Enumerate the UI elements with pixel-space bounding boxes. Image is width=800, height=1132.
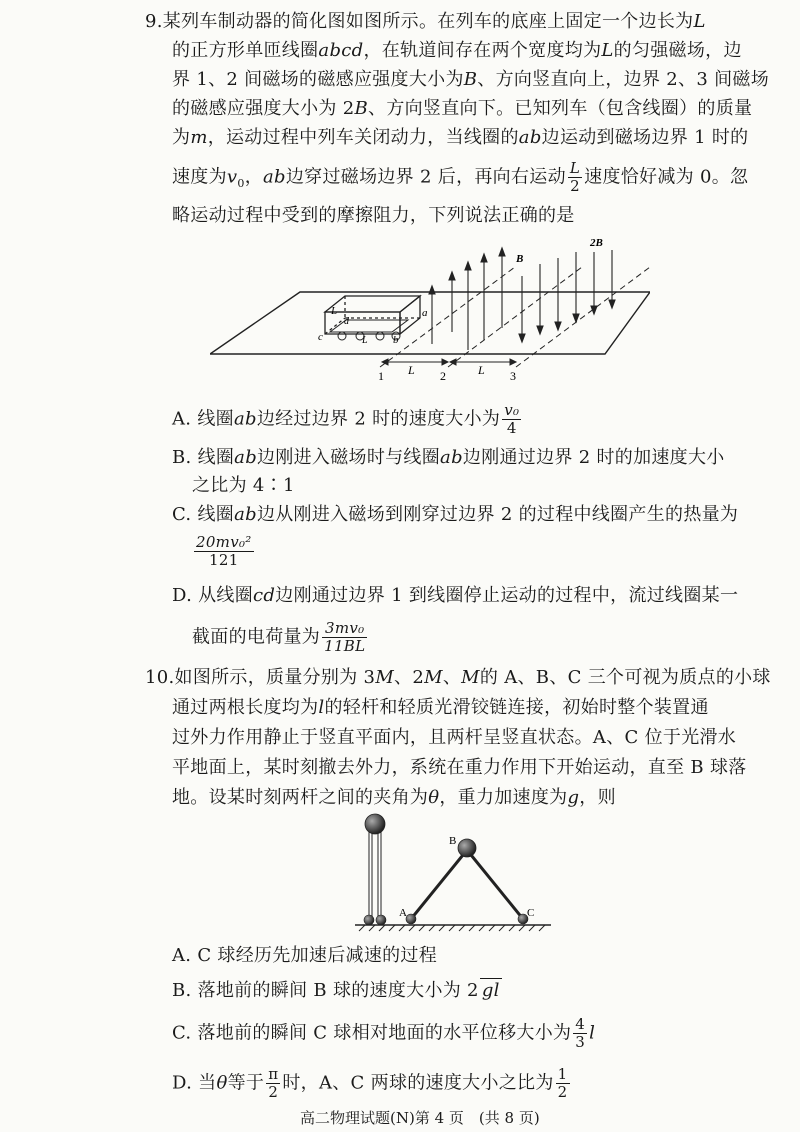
ball-B-initial bbox=[365, 814, 385, 834]
label-a: a bbox=[422, 307, 428, 319]
falling-configuration bbox=[406, 839, 528, 924]
q10-line-4: 平地面上，某时刻撤去外力，系统在重力作用下开始运动，直至 B 球落 bbox=[172, 757, 747, 778]
label-b: b bbox=[393, 334, 399, 346]
wheel bbox=[376, 332, 384, 340]
field-B-up-arrows bbox=[429, 248, 505, 350]
train-car bbox=[325, 296, 420, 334]
q10-line-5: 地。设某时刻两杆之间的夹角为θ，重力加速度为g，则 bbox=[172, 787, 616, 808]
boundary-3-line bbox=[516, 267, 650, 367]
q9-line-6: 速度为$v_0$，ab边穿过磁场边界 2 后，再向右运动 $\frac{L}{2}$ 速度恰好减为 0。忽 bbox=[172, 159, 749, 195]
ball-A bbox=[406, 914, 416, 924]
svg-text:L: L bbox=[408, 363, 415, 377]
q9-option-a: A. 线圈ab边经过边界 2 时的速度大小为 $\frac{\text{v₀}}{4}$ bbox=[172, 401, 520, 437]
label-2B-field: 2B bbox=[590, 237, 603, 249]
q10-line-1: 10.如图所示，质量分别为 3M、2M、M的 A、B、C 三个可视为质点的小球 bbox=[145, 667, 771, 688]
svg-text:L: L bbox=[362, 335, 368, 346]
q10-option-c: C. 落地前的瞬间 C 球相对地面的水平位移大小为 $\frac{4}{3}$ l bbox=[172, 1015, 596, 1051]
ground-hatch bbox=[355, 925, 551, 931]
width-dimensions bbox=[382, 359, 516, 365]
q9-line-4: 的磁感应强度大小为 2B、方向竖直向下。已知列车（包含线圈）的质量 bbox=[172, 98, 753, 119]
label-B: B bbox=[449, 835, 457, 847]
svg-text:L: L bbox=[478, 363, 485, 377]
coil-abcd bbox=[330, 320, 408, 332]
ball-B bbox=[458, 839, 476, 857]
q9-option-d-line-2: 截面的电荷量为 $\frac{\text{3mv₀}}{11BL}$ bbox=[192, 619, 366, 655]
sqrt-gl: gl bbox=[481, 980, 500, 1001]
fraction-L-over-2: $\frac{L}{2}$ bbox=[569, 159, 581, 195]
q10-option-a: A. C 球经历先加速后减速的过程 bbox=[172, 945, 438, 966]
boundary-2-label: 2 bbox=[440, 369, 446, 383]
q10-line-3: 过外力作用静止于竖直平面内，且两杆呈竖直状态。A、C 位于光滑水 bbox=[172, 727, 737, 748]
field-2B-down-arrows bbox=[519, 250, 615, 342]
label-d: d bbox=[344, 316, 349, 327]
train-brake-figure bbox=[210, 232, 650, 387]
wheel bbox=[338, 332, 346, 340]
label-C: C bbox=[527, 907, 535, 919]
boundary-3-label: 3 bbox=[510, 369, 516, 383]
q10-option-b: B. 落地前的瞬间 B 球的速度大小为 2 gl bbox=[172, 980, 500, 1001]
page-footer: 高二物理试题(N)第 4 页 (共 8 页) bbox=[300, 1109, 540, 1127]
label-A: A bbox=[399, 907, 407, 919]
rail-plane bbox=[210, 292, 650, 354]
q10-number: 10. bbox=[145, 667, 175, 688]
q9-option-c-line-1: C. 线圈ab边从刚进入磁场到刚穿过边界 2 的过程中线圈产生的热量为 bbox=[172, 504, 739, 525]
q9-option-c-line-2: $\frac{\text{20mv₀²}}{121}$ bbox=[196, 533, 252, 569]
q9-option-b-line-1: B. 线圈ab边刚进入磁场时与线圈ab边刚通过边界 2 时的加速度大小 bbox=[172, 447, 725, 468]
q10-line-2: 通过两根长度均为l的轻杆和轻质光滑铰链连接，初始时整个装置通 bbox=[172, 697, 709, 718]
boundary-1-label: 1 bbox=[378, 369, 384, 383]
q9-line-3: 界 1、2 间磁场的磁感应强度大小为B、方向竖直向上，边界 2、3 间磁场 bbox=[172, 69, 770, 90]
q9-line-7: 略运动过程中受到的摩擦阻力，下列说法正确的是 bbox=[172, 205, 575, 226]
q9-number: 9. bbox=[145, 11, 163, 32]
q9-option-b-line-2: 之比为 4∶1 bbox=[192, 475, 295, 496]
label-c: c bbox=[318, 331, 323, 343]
initial-configuration bbox=[364, 814, 386, 925]
q9-line-1: 9.某列车制动器的简化图如图所示。在列车的底座上固定一个边长为L bbox=[145, 11, 706, 32]
label-B-field: B bbox=[516, 253, 524, 265]
three-ball-linkage-figure bbox=[355, 810, 555, 934]
q10-option-d: D. 当θ等于 $\frac{\pi}{2}$ 时，A、C 两球的速度大小之比为 $\frac{1}{2}$ bbox=[172, 1065, 568, 1101]
svg-text:L: L bbox=[331, 305, 338, 317]
q9-line-5: 为m，运动过程中列车关闭动力，当线圈的ab边运动到磁场边界 1 时的 bbox=[172, 127, 749, 148]
q9-line-2: 的正方形单匝线圈abcd，在轨道间存在两个宽度均为L的匀强磁场，边 bbox=[172, 40, 742, 61]
q9-option-d-line-1: D. 从线圈cd边刚通过边界 1 到线圈停止运动的过程中，流过线圈某一 bbox=[172, 585, 739, 606]
